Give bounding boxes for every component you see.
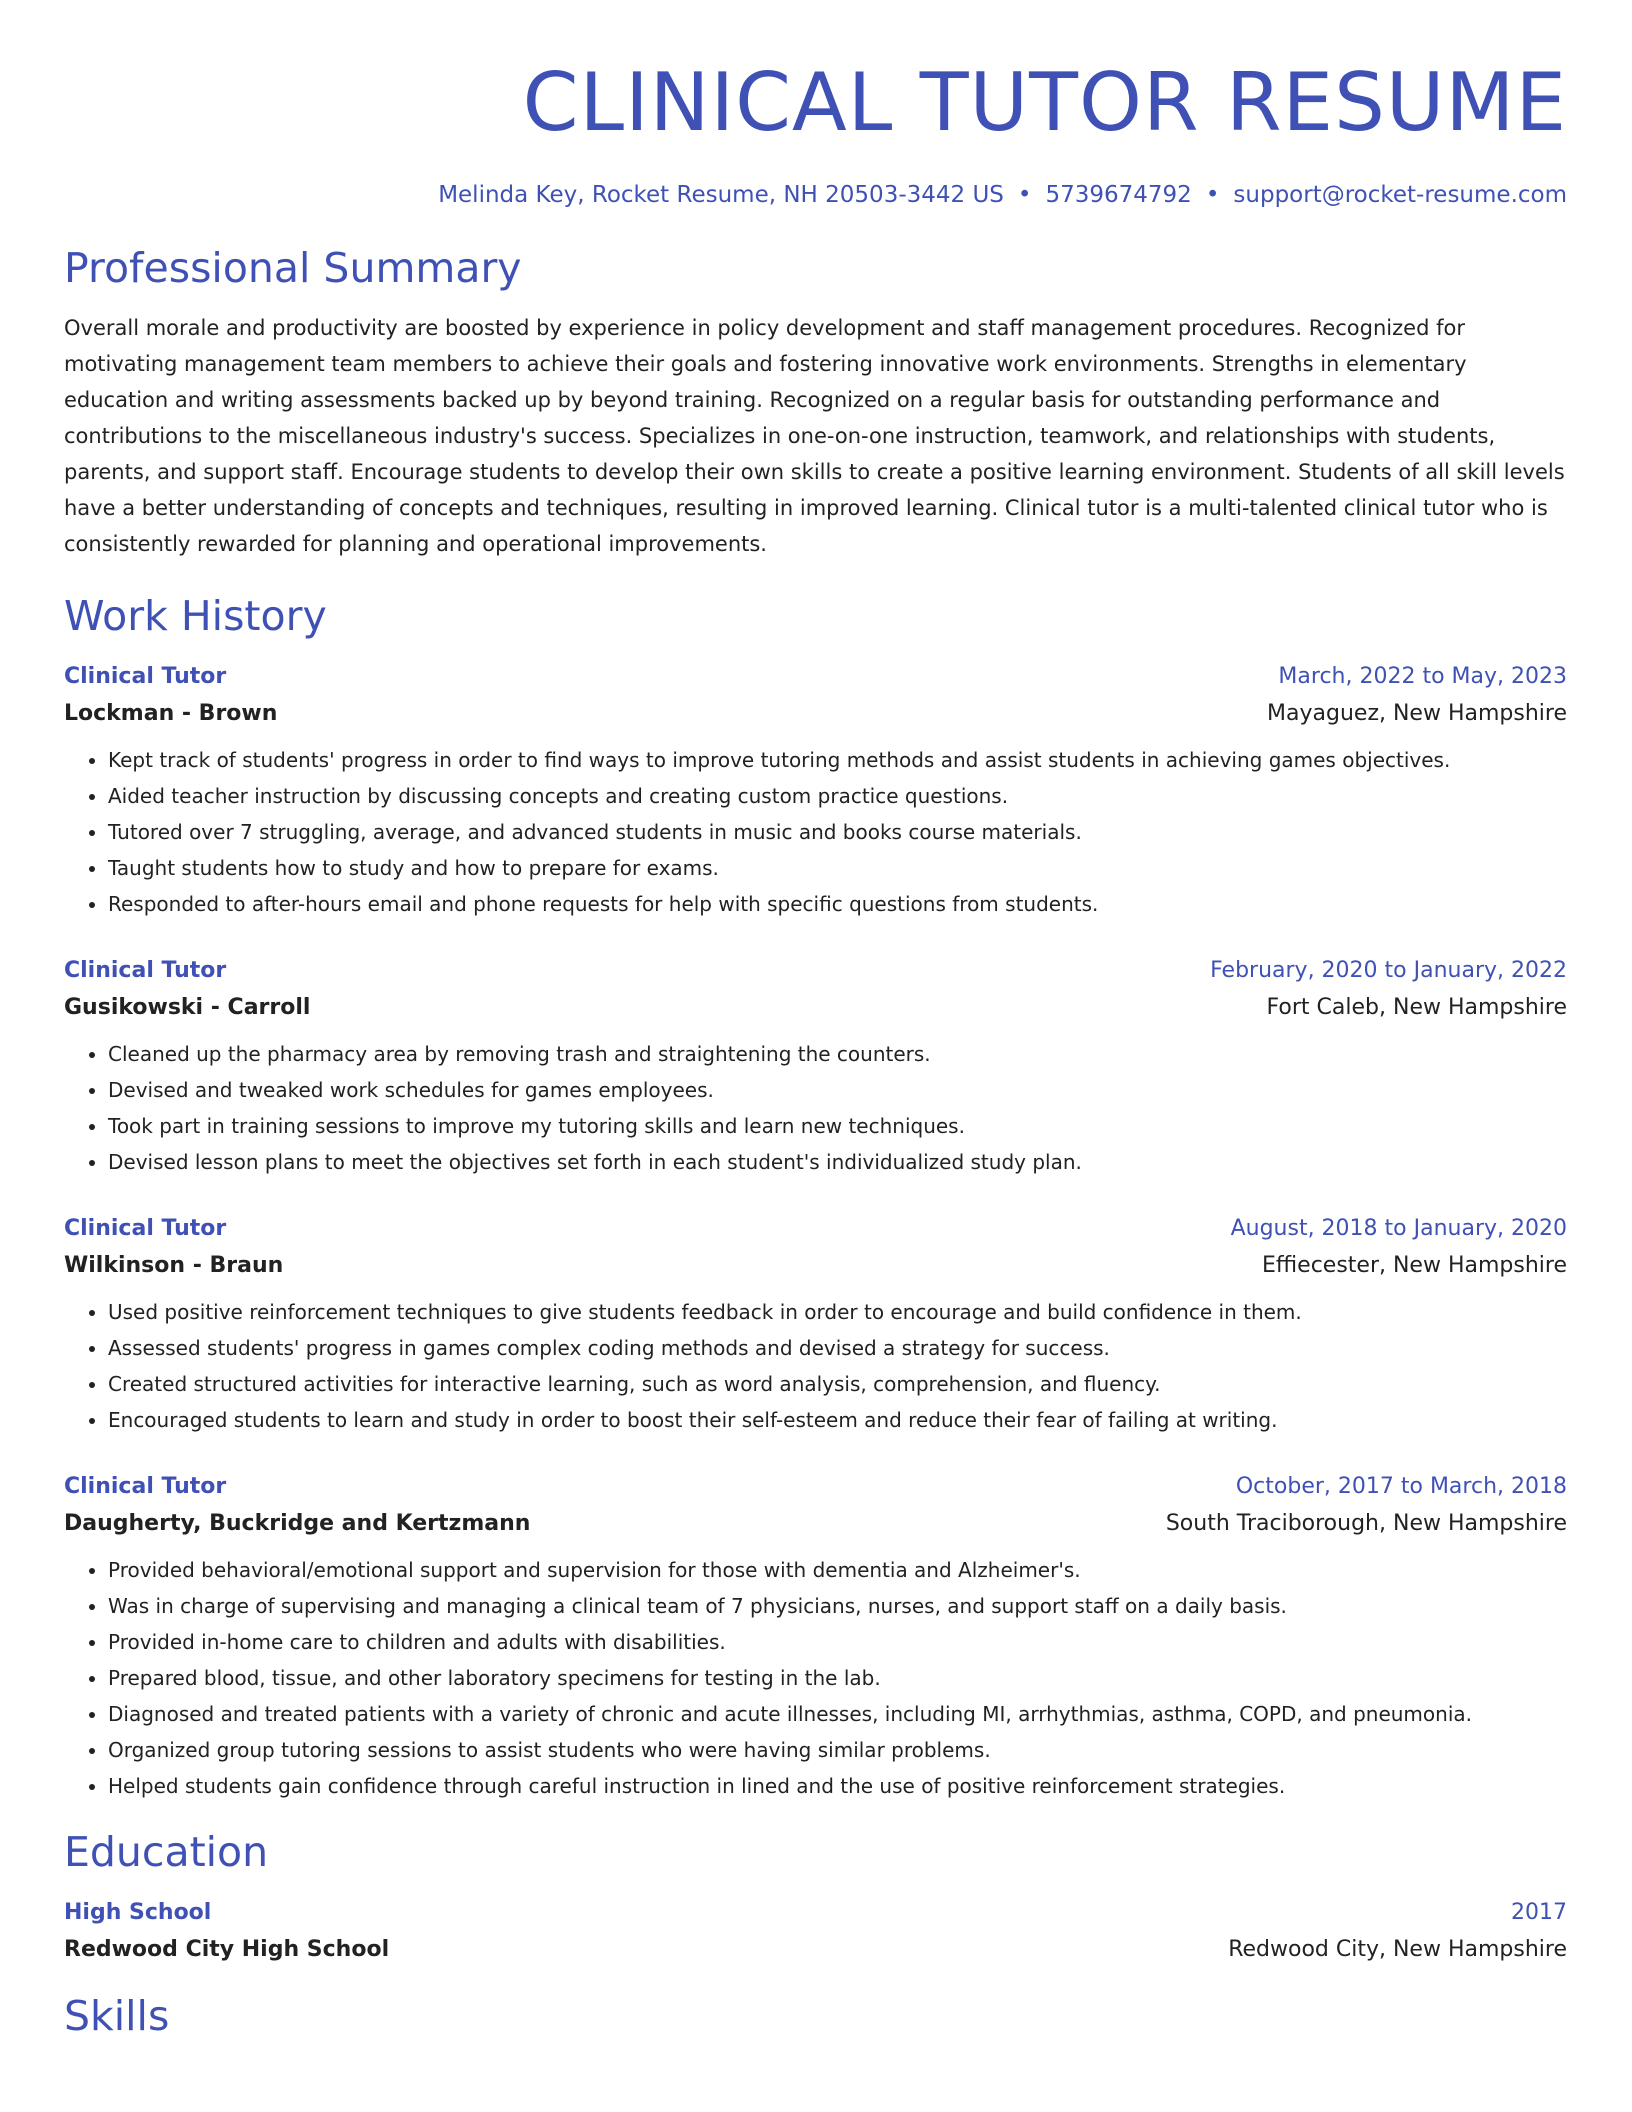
resume-page xyxy=(64,0,1567,2042)
job-bullet: • Encouraged students to learn and study in order to boost their self-esteem and reduce their fear of failing at writing. xyxy=(108,1402,1567,1438)
work-history-heading: Work History xyxy=(64,592,327,640)
education-subheader xyxy=(64,1930,1567,1970)
skills-heading: Skills xyxy=(64,1992,170,2040)
job-dates: March, 2022 to May, 2023 xyxy=(1278,664,1567,689)
job-bullet: • Devised and tweaked work schedules for games employees. xyxy=(108,1072,1567,1108)
job-header xyxy=(64,660,1567,694)
job-bullet: • Cleaned up the pharmacy area by removing trash and straightening the counters. xyxy=(108,1036,1567,1072)
job-role: Clinical Tutor xyxy=(64,1474,227,1499)
job-bullets xyxy=(64,742,1567,922)
job-dates: February, 2020 to January, 2022 xyxy=(1210,958,1567,983)
job-entry xyxy=(64,954,1567,1180)
contact-line xyxy=(64,180,1567,210)
job-employer: Wilkinson - Braun xyxy=(64,1253,284,1278)
job-bullet: • Created structured activities for interactive learning, such as word analysis, comprehension, and fluency. xyxy=(108,1366,1567,1402)
education-year: 2017 xyxy=(1511,1900,1567,1925)
job-location: South Traciborough, New Hampshire xyxy=(1165,1511,1567,1536)
job-dates: October, 2017 to March, 2018 xyxy=(1235,1474,1567,1499)
job-bullet: • Kept track of students' progress in order to find ways to improve tutoring methods and assist students in achieving games objectives. xyxy=(108,742,1567,778)
job-employer: Lockman - Brown xyxy=(64,701,278,726)
job-location: Effiecester, New Hampshire xyxy=(1261,1253,1567,1278)
job-subheader xyxy=(64,988,1567,1028)
job-location: Mayaguez, New Hampshire xyxy=(1267,701,1567,726)
job-employer: Gusikowski - Carroll xyxy=(64,995,311,1020)
job-bullet: • Used positive reinforcement techniques to give students feedback in order to encourage and build confidence in them. xyxy=(108,1294,1567,1330)
job-role: Clinical Tutor xyxy=(64,1216,227,1241)
job-header xyxy=(64,1470,1567,1504)
job-role: Clinical Tutor xyxy=(64,958,227,983)
summary-heading: Professional Summary xyxy=(64,244,522,292)
job-dates: August, 2018 to January, 2020 xyxy=(1230,1216,1567,1241)
contact-phone: 5739674792 xyxy=(1045,182,1192,208)
summary-text: Overall morale and productivity are boosted by experience in policy development and staff management procedures. Recognized for motivating management team members to achieve their goals and fostering innovative work environments. Strengths in elementary education and writing assessments backed up by beyond training. Recognized on a regular basis for outstanding performance and contributions to the miscellaneous industry's success. Specializes in one-on-one instruction, teamwork, and relationships with students, parents, and support staff. Encourage students to develop their own skills to create a positive learning environment. Students of all skill levels have a better understanding of concepts and techniques, resulting in improved learning. Clinical tutor is a multi-talented clinical tutor who is consistently rewarded for planning and operational improvements. xyxy=(64,316,1565,556)
education-school: Redwood City High School xyxy=(64,1937,390,1962)
contact-email: support@rocket-resume.com xyxy=(1233,182,1567,208)
education-entry xyxy=(64,1896,1567,1970)
job-bullets xyxy=(64,1036,1567,1180)
education-degree: High School xyxy=(64,1900,212,1925)
job-bullet: • Tutored over 7 struggling, average, and advanced students in music and books course materials. xyxy=(108,814,1567,850)
contact-address: Melinda Key, Rocket Resume, NH 20503-3442 US xyxy=(438,182,1004,208)
job-header xyxy=(64,954,1567,988)
job-bullet: • Diagnosed and treated patients with a variety of chronic and acute illnesses, including MI, arrhythmias, asthma, COPD, and pneumonia. xyxy=(108,1696,1567,1732)
job-subheader xyxy=(64,1504,1567,1544)
job-employer: Daugherty, Buckridge and Kertzmann xyxy=(64,1511,531,1536)
job-bullet: • Prepared blood, tissue, and other laboratory specimens for testing in the lab. xyxy=(108,1660,1567,1696)
job-bullet: • Assessed students' progress in games complex coding methods and devised a strategy for success. xyxy=(108,1330,1567,1366)
job-entry xyxy=(64,660,1567,922)
job-header xyxy=(64,1212,1567,1246)
job-location: Fort Caleb, New Hampshire xyxy=(1266,995,1567,1020)
job-subheader xyxy=(64,1246,1567,1286)
education-heading: Education xyxy=(64,1828,269,1876)
job-bullet: • Helped students gain confidence through careful instruction in lined and the use of positive reinforcement strategies. xyxy=(108,1768,1567,1804)
job-bullet: • Provided behavioral/emotional support and supervision for those with dementia and Alzheimer's. xyxy=(108,1552,1567,1588)
job-bullets xyxy=(64,1294,1567,1438)
job-bullet: • Was in charge of supervising and managing a clinical team of 7 physicians, nurses, and support staff on a daily basis. xyxy=(108,1588,1567,1624)
contact-separator: • xyxy=(1017,182,1032,208)
resume-title: CLINICAL TUTOR RESUME xyxy=(522,56,1567,149)
job-subheader xyxy=(64,694,1567,734)
job-bullet: • Responded to after-hours email and phone requests for help with specific questions from students. xyxy=(108,886,1567,922)
job-role: Clinical Tutor xyxy=(64,664,227,689)
education-header xyxy=(64,1896,1567,1930)
job-bullet: • Devised lesson plans to meet the objectives set forth in each student's individualized study plan. xyxy=(108,1144,1567,1180)
job-bullet: • Aided teacher instruction by discussing concepts and creating custom practice questions. xyxy=(108,778,1567,814)
job-entry xyxy=(64,1212,1567,1438)
job-bullet: • Organized group tutoring sessions to assist students who were having similar problems. xyxy=(108,1732,1567,1768)
education-location: Redwood City, New Hampshire xyxy=(1228,1937,1567,1962)
job-entry xyxy=(64,1470,1567,1804)
job-bullet: • Taught students how to study and how to prepare for exams. xyxy=(108,850,1567,886)
job-bullet: • Took part in training sessions to improve my tutoring skills and learn new techniques. xyxy=(108,1108,1567,1144)
job-bullet: • Provided in-home care to children and adults with disabilities. xyxy=(108,1624,1567,1660)
job-bullets xyxy=(64,1552,1567,1804)
contact-separator: • xyxy=(1205,182,1220,208)
